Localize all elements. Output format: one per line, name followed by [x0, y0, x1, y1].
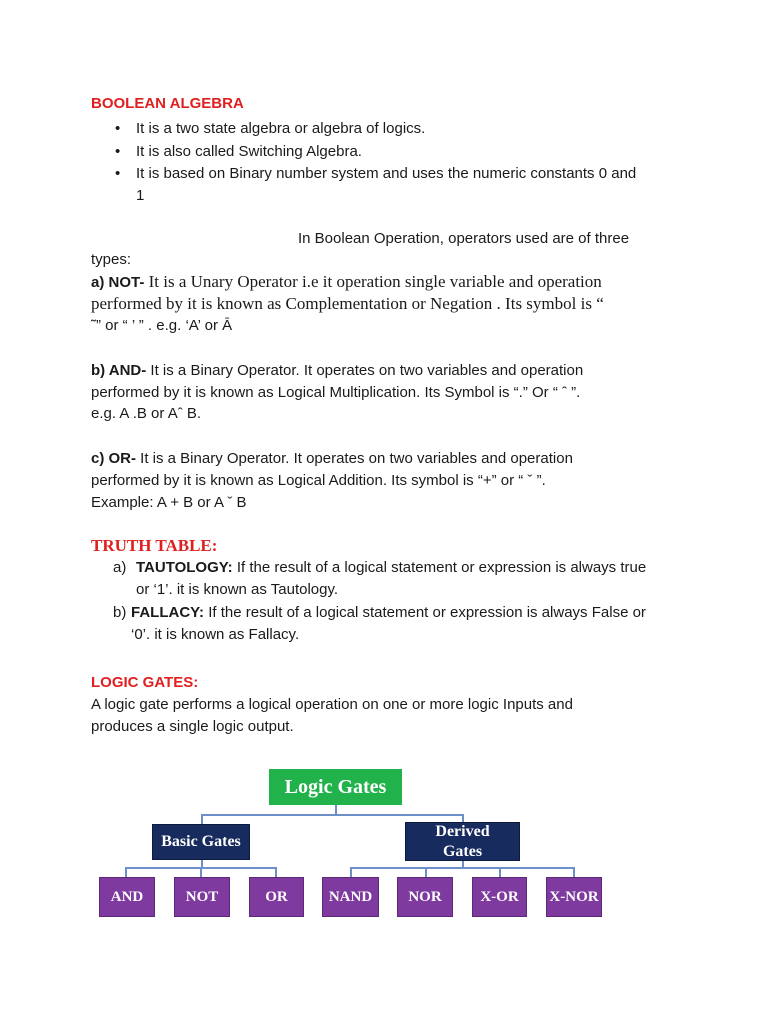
tautology-text: If the result of a logical statement or expression is always true — [232, 559, 647, 576]
bullet-icon: • — [115, 120, 121, 137]
not-operator-label: a) NOT- — [91, 274, 145, 291]
connector-line — [201, 814, 203, 824]
and-operator-text: performed by it is known as Logical Multiplication. Its Symbol is “.” Or “ ˆ ”. — [91, 384, 581, 401]
tautology-text: or ‘1’. it is known as Tautology. — [136, 581, 339, 598]
derived-gates-label: Derived — [435, 822, 490, 840]
and-operator-example: e.g. A .B or Aˆ B. — [91, 405, 202, 422]
operators-intro: In Boolean Operation, operators used are of three — [298, 230, 630, 247]
and-operator-label: b) AND- — [91, 362, 147, 379]
bullet-item: It is also called Switching Algebra. — [136, 143, 362, 160]
not-operator-text: performed by it is known as Complementation or Negation . Its symbol is “ — [91, 294, 604, 313]
not-operator-line — [91, 272, 602, 292]
bullet-item: It is based on Binary number system and uses the numeric constants 0 and — [136, 165, 637, 182]
not-operator-example: ˜” or “ ’ ” . e.g. ‘A’ or Ā — [91, 317, 233, 334]
or-operator-text: It is a Binary Operator. It operates on two variables and operation — [136, 450, 573, 467]
gate-xor: X-OR — [472, 877, 527, 917]
connector-line — [573, 867, 575, 877]
connector-line — [275, 867, 277, 877]
connector-line — [125, 867, 127, 877]
derived-gates-label: Gates — [442, 842, 483, 860]
root-node: Logic Gates — [269, 769, 402, 805]
gate-and: AND — [99, 877, 155, 917]
gate-or: OR — [249, 877, 304, 917]
and-operator-line — [91, 362, 583, 379]
tautology-line — [136, 559, 646, 576]
connector-line — [350, 867, 352, 877]
connector-line — [350, 867, 574, 869]
tautology-label: TAUTOLOGY: — [136, 559, 233, 576]
or-operator-example: Example: A + B or A ˇ B — [91, 494, 247, 511]
operators-intro-continuation: types: — [91, 251, 132, 268]
gate-xnor: X-NOR — [546, 877, 602, 917]
gate-nor: NOR — [397, 877, 453, 917]
or-operator-label: c) OR- — [91, 450, 136, 467]
bullet-icon: • — [115, 165, 121, 182]
bullet-item: It is a two state algebra or algebra of logics. — [136, 120, 426, 137]
connector-line — [200, 867, 202, 877]
fallacy-text: ‘0’. it is known as Fallacy. — [131, 626, 300, 643]
and-operator-text: It is a Binary Operator. It operates on two variables and operation — [146, 362, 584, 379]
connector-line — [425, 867, 427, 877]
fallacy-line — [131, 604, 646, 621]
or-operator-line — [91, 450, 573, 467]
not-operator-text: It is a Unary Operator i.e it operation single variable and operation — [144, 272, 602, 291]
basic-gates-node: Basic Gates — [152, 824, 250, 860]
derived-gates-node — [405, 822, 520, 861]
truth-table-heading: TRUTH TABLE: — [91, 536, 218, 555]
connector-line — [201, 814, 463, 816]
logic-gates-description: produces a single logic output. — [91, 718, 294, 735]
gate-not: NOT — [174, 877, 230, 917]
fallacy-label: FALLACY: — [131, 604, 205, 621]
logic-gates-heading: LOGIC GATES: — [91, 674, 199, 691]
or-operator-text: performed by it is known as Logical Addition. Its symbol is “+” or “ ˇ ”. — [91, 472, 546, 489]
connector-line — [499, 867, 501, 877]
fallacy-text: If the result of a logical statement or expression is always False or — [204, 604, 646, 621]
gate-nand: NAND — [322, 877, 379, 917]
bullet-item-continuation: 1 — [136, 187, 145, 204]
fallacy-marker: b) — [113, 604, 127, 621]
logic-gates-description: A logic gate performs a logical operation on one or more logic Inputs and — [91, 696, 573, 713]
tautology-marker: a) — [113, 559, 127, 576]
boolean-algebra-heading: BOOLEAN ALGEBRA — [91, 95, 244, 112]
bullet-icon: • — [115, 143, 121, 160]
